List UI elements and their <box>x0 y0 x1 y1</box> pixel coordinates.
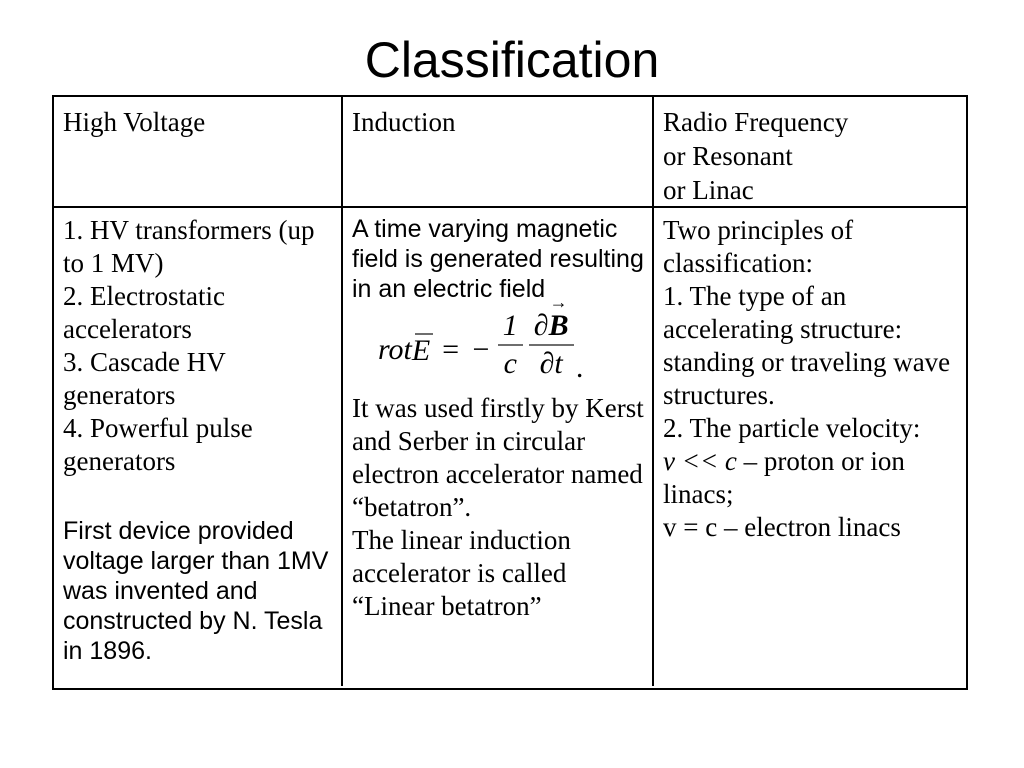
formula-numerator-dB <box>529 292 574 346</box>
induction-intro: A time varying magnetic field is generated resulting in an electric field <box>352 215 644 303</box>
formula-equals: = <box>440 332 461 366</box>
formula-denominator-c: c <box>503 347 517 380</box>
header-radio-frequency-line2: or Resonant <box>663 141 793 171</box>
formula-b-letter: B <box>548 309 569 342</box>
formula-fraction-dB-dt <box>529 292 574 381</box>
rf-velocity-fast: v = c – electron linacs <box>663 512 901 542</box>
b-vector-arrow-icon: → <box>549 292 568 312</box>
rf-velocity-slow-description: – proton or ion linacs; <box>663 446 905 509</box>
hv-item-1: 1. HV transformers (up to 1 MV) <box>63 215 315 278</box>
induction-history-paragraph: It was used firstly by Kerst and Serber in circular electron accelerator named “betatron”. <box>352 393 644 522</box>
formula-e-vector: E <box>411 333 431 367</box>
formula-minus: − <box>470 332 491 366</box>
header-cell-high-voltage <box>54 97 343 208</box>
formula-denominator-dt: ∂t <box>539 347 563 380</box>
rf-principle-1: 1. The type of an accelerating structure: standing or traveling wave structures. <box>663 281 951 410</box>
induction-linear-paragraph: The linear induction accelerator is called “Linear betatron” <box>352 525 571 621</box>
rf-principle-2: 2. The particle velocity: <box>663 413 921 443</box>
formula-rot: rot <box>378 332 412 366</box>
header-radio-frequency-line1: Radio Frequency <box>663 107 849 137</box>
classification-table <box>52 95 968 690</box>
rf-intro: Two principles of classification: <box>663 215 854 278</box>
rf-velocity-slow <box>663 445 958 511</box>
body-cell-radio-frequency <box>654 208 966 686</box>
formula-period: . <box>576 351 585 384</box>
formula-partial-symbol: ∂ <box>533 309 549 342</box>
hv-item-3: 3. Cascade HV generators <box>63 347 226 410</box>
slide-title: Classification <box>364 32 660 88</box>
header-high-voltage-label: High Voltage <box>63 107 206 137</box>
hv-item-4: 4. Powerful pulse generators <box>63 413 253 476</box>
hv-item-2: 2. Electrostatic accelerators <box>63 281 225 344</box>
body-cell-high-voltage <box>54 208 343 686</box>
header-cell-induction <box>343 97 654 208</box>
formula-numerator-1: 1 <box>498 309 523 346</box>
rf-velocity-slow-condition: v << c <box>663 446 737 476</box>
maxwell-curl-formula <box>378 292 644 390</box>
hv-tesla-note: First device provided voltage larger than 1MV was invented and constructed by N. Tesla in 1896. <box>63 517 329 665</box>
header-radio-frequency-line3: or Linac <box>663 175 754 205</box>
formula-fraction-one-over-c <box>498 309 523 381</box>
formula-b-vector <box>548 292 569 343</box>
header-induction-label: Induction <box>352 107 456 137</box>
body-cell-induction <box>343 208 654 686</box>
header-cell-radio-frequency <box>654 97 966 208</box>
